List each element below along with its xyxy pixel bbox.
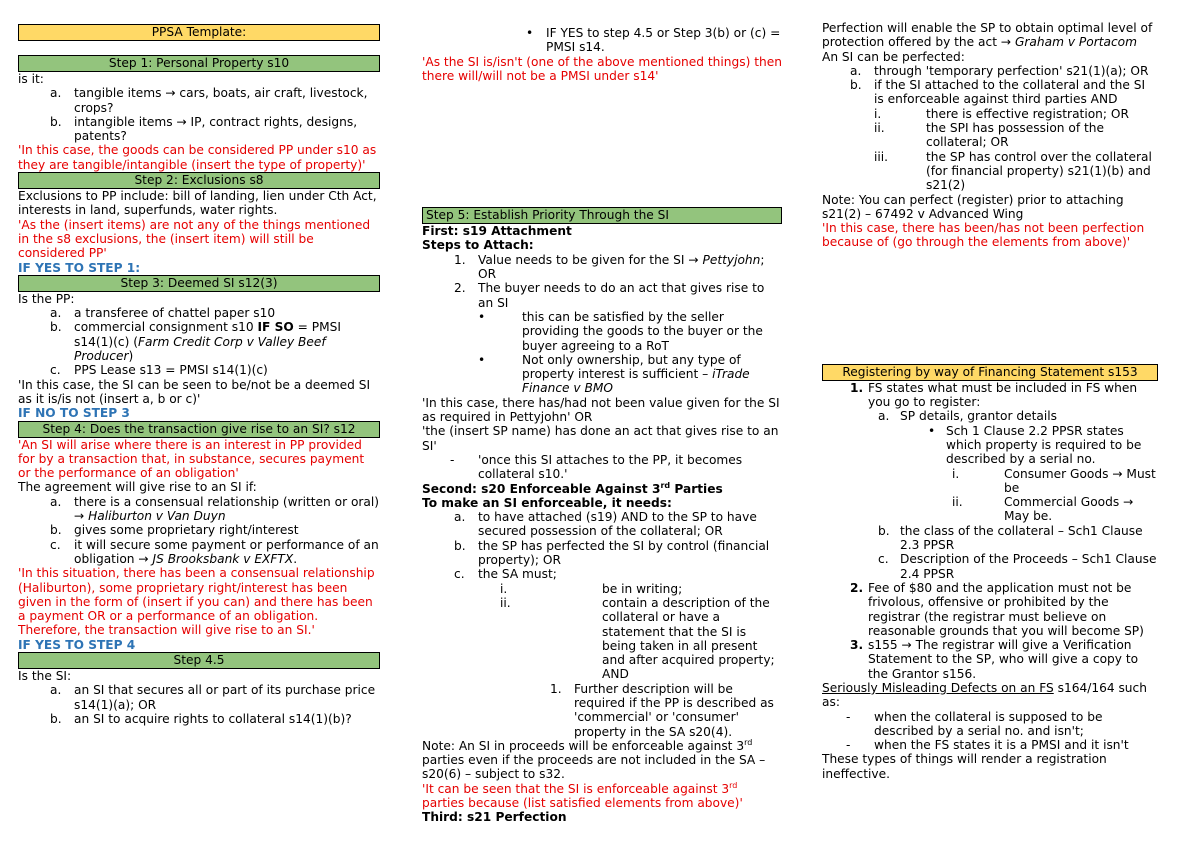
list-item: a. through 'temporary perfection' s21(1)(a); OR [850,63,1149,78]
step4-red-conclusion: 'In this situation, there has been a consensual relationship (Haliburton), some proprietary right/interest has been given in the form of (insert if you can) and there has been a payment OR or a performance of an obligation. Therefore, the transaction will give rise to an SI.' [18,566,375,638]
step4-blue-note: IF YES TO STEP 4 [18,637,136,652]
step1-red-note: 'In this case, the goods can be considered PP under s10 as they are tangible/intangible (insert the type of property)' [18,143,377,172]
list-item: c. Description of the Proceeds – Sch1 Clause 2.4 PPSR [878,552,1157,581]
list-item: 2. The buyer needs to do an act that gives rise to an SI [454,281,765,310]
step3-header: Step 3: Deemed SI s12(3) [18,275,380,292]
pmsi-red-note: 'As the SI is/isn't (one of the above mentioned things) then there will/will not be a PMSI under s14' [422,54,782,83]
list-item: 1. Further description will be required if the PP is described as 'commercial' or 'consumer' property in the SA s20(4). [550,681,774,739]
list-item: b. the class of the collateral – Sch1 Clause 2.3 PPSR [878,523,1143,553]
list-item: ii. contain a description of the collateral or have a statement that the SI is being taken in all present and after acquired property; AND [500,595,775,682]
first-heading: First: s19 Attachment [422,224,572,239]
step4-red-note: 'An SI will arise where there is an interest in PP provided for by a transaction that, in substance, secures payment or the performance of an obligation' [18,437,365,481]
list-item: • this can be satisfied by the seller providing the goods to the buyer or the buyer agreeing to a RoT [478,309,763,353]
list-item: • IF YES to step 4.5 or Step 3(b) or (c) = PMSI s14. [526,26,781,55]
list-item: b. commercial consignment s10 IF SO = PMSI s14(1)(c) (Farm Credit Corp v Valley Beef Producer) [50,320,341,364]
list-item: • Sch 1 Clause 2.2 PPSR states which property is required to be described by a serial no. [928,423,1142,467]
list-item: a. an SI that secures all or part of its purchase price s14(1)(a); OR [50,683,376,712]
list-item: - 'once this SI attaches to the PP, it becomes collateral s10.' [450,452,743,482]
enforceable-red-note: 'It can be seen that the SI is enforceable against 3rd parties because (list satisfied elements from above)' [422,780,743,811]
second-heading: Second: s20 Enforceable Against 3rd Parties [422,480,723,496]
list-item: a. SP details, grantor details [878,409,1057,424]
list-item: i. Consumer Goods → Must be [952,466,1156,495]
step2-header: Step 2: Exclusions s8 [18,172,380,189]
step4-header: Step 4: Does the transaction give rise to an SI? s12 [18,421,380,438]
smd-heading: Seriously Misleading Defects on an FS s164/164 such as: [822,680,1147,710]
list-item: • Not only ownership, but any type of property interest is sufficient – iTrade Finance v BMO [478,352,750,396]
list-item: iii. the SP has control over the collateral (for financial property) s21(1)(b) and s21(2) [874,149,1152,193]
step2-blue-note: IF YES TO STEP 1: [18,260,141,275]
list-item: b. the SP has perfected the SI by control (financial property); OR [454,538,770,568]
list-item: ii. Commercial Goods → May be. [952,495,1134,524]
step4-text: The agreement will give rise to an SI if: [18,480,257,495]
perfection-intro: Perfection will enable the SP to obtain optimal level of protection offered by the act → Graham v Portacom [822,21,1153,50]
step2-text: Exclusions to PP include: bill of landing, lien under Cth Act, interests in land, superfunds, water rights. [18,189,377,218]
list-item: c. PPS Lease s13 = PMSI s14(1)(c) [50,363,268,378]
template-title: PPSA Template: [18,24,380,41]
list-item: b. gives some proprietary right/interest [50,523,299,538]
registering-header: Registering by way of Financing Statement s153 [822,364,1158,381]
list-item: i. there is effective registration; OR [874,106,1129,121]
third-heading: Third: s21 Perfection [422,810,567,825]
steps-heading: Steps to Attach: [422,238,534,253]
note: Note: An SI in proceeds will be enforceable against 3rd parties even if the proceeds are not included in the SA – s20(6) – subject to s32. [422,737,766,782]
column-2 [422,26,782,825]
step45-intro: Is the SI: [18,668,72,683]
list-item: c. it will secure some payment or performance of an obligation → JS Brooksbank v EXFTX. [50,537,379,566]
list-item: 1. Value needs to be given for the SI → Pettyjohn; OR [454,252,765,282]
list-item: a. tangible items → cars, boats, air craft, livestock, crops? [50,86,368,115]
step45-header: Step 4.5 [18,652,380,669]
quote-1: 'In this case, there has/had not been value given for the SI as required in Pettyjohn' OR [422,395,780,425]
list-item: a. to have attached (s19) AND to the SP to have secured possession of the collateral; OR [454,510,757,539]
list-item: 1. FS states what must be included in FS when you go to register: [850,380,1138,410]
list-item: b. if the SI attached to the collateral and the SI is enforceable against third parties AND [850,78,1146,107]
step3-intro: Is the PP: [18,291,75,306]
step1-header: Step 1: Personal Property s10 [18,55,380,72]
step3-blue-note: IF NO TO STEP 3 [18,406,130,421]
step2-red-note: 'As the (insert items) are not any of the things mentioned in the s8 exclusions, the (insert item) will still be considered PP' [18,217,371,261]
list-item: i. be in writing; [500,581,683,596]
column-3 [822,21,1158,781]
quote-2: 'the (insert SP name) has done an act that gives rise to an SI' [422,424,779,453]
perfection-red-note: 'In this case, there has been/has not been perfection because of (go through the elements from above)' [822,221,1145,250]
list-item: a. a transferee of chattel paper s10 [50,306,276,321]
list-item: - when the FS states it is a PMSI and it isn't [846,738,1129,753]
step3-text: 'In this case, the SI can be seen to be/not be a deemed SI as it is/is not (insert a, b or c)' [18,377,371,406]
list-item: b. intangible items → IP, contract rights, designs, patents? [50,114,358,144]
list-item: c. the SA must; [454,567,557,582]
column-1 [18,24,380,726]
closing-text: These types of things will render a registration ineffective. [822,752,1107,781]
note: Note: You can perfect (register) prior to attaching s21(2) – 67492 v Advanced Wing [822,192,1124,221]
step5-header: Step 5: Establish Priority Through the SI [422,207,782,224]
list-item: ii. the SPI has possession of the collateral; OR [874,121,1104,150]
perfection-list-intro: An SI can be perfected: [822,49,965,64]
make-heading: To make an SI enforceable, it needs: [422,495,672,510]
list-item: b. an SI to acquire rights to collateral s14(1)(b)? [50,711,352,726]
list-item: 3. s155 → The registrar will give a Verification Statement to the SP, who will give a copy to the Grantor s156. [850,638,1139,681]
list-item: 2. Fee of $80 and the application must not be frivolous, offensive or prohibited by the registrar (the registrar must believe on reasonable grounds that you will become SP) [850,580,1144,638]
list-item: - when the collateral is supposed to be described by a serial no. and isn't; [846,709,1103,738]
list-item: a. there is a consensual relationship (written or oral) → Haliburton v Van Duyn [50,494,380,524]
step1-intro: is it: [18,72,44,86]
